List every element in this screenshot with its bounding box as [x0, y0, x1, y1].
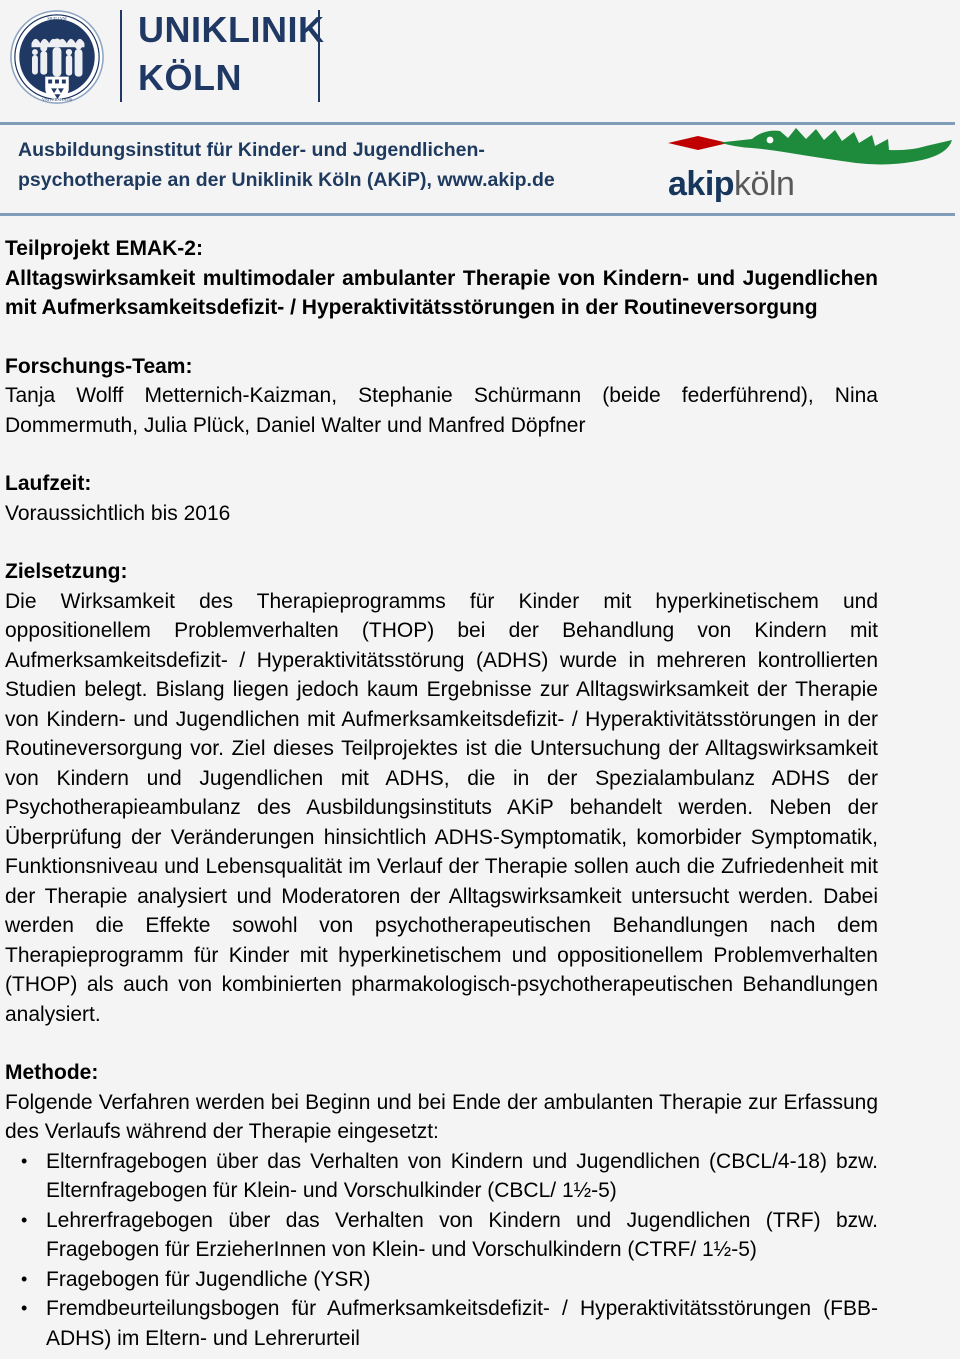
akip-word-bold: akip	[668, 165, 735, 203]
project-title-block	[5, 234, 878, 323]
list-item: • Elternfragebogen über das Verhalten von Kindern und Jugendlichen (CBCL/4-18) bzw. Elternfragebogen für Klein- und Vorschulkinder (CBCL/ 1½-5)	[5, 1147, 878, 1206]
svg-text:VNIVERSITATIS: VNIVERSITATIS	[41, 97, 73, 103]
university-seal-icon	[8, 8, 106, 106]
project-label: Teilprojekt EMAK-2:	[5, 237, 203, 260]
akip-word-light: köln	[734, 165, 795, 203]
svg-text:SIGILLVM: SIGILLVM	[47, 15, 67, 21]
spacer	[5, 440, 878, 469]
section-heading-objective: Zielsetzung:	[5, 560, 128, 583]
uniklinik-wordmark	[138, 6, 325, 102]
section-heading-team: Forschungs-Team:	[5, 354, 193, 378]
institute-line-1: Ausbildungsinstitut für Kinder- und Jugendlichen-	[18, 139, 485, 161]
section-text-method-intro: Folgende Verfahren werden bei Beginn und bei Ende der ambulanten Therapie zur Erfassung des Verlaufs während der Therapie eingesetzt:	[5, 1090, 878, 1143]
list-item: • Lehrerfragebogen über das Verhalten von Kindern und Jugendlichen (TRF) bzw. Fragebogen für ErzieherInnen von Klein- und Vorschulkindern (CTRF/ 1½-5)	[5, 1206, 878, 1265]
project-title: Alltagswirksamkeit multimodaler ambulanter Therapie von Kindern- und Jugendlichen mit Aufmerksamkeitsdefizit- / Hyperaktivitätsstörungen in der Routineversorgung	[5, 266, 878, 319]
wordmark-line-1: UNIKLINIK	[138, 9, 325, 50]
wordmark-line-2: KÖLN	[138, 57, 242, 98]
method-list	[5, 1147, 878, 1354]
header-divider-left	[120, 10, 122, 102]
spacer	[5, 528, 878, 557]
akip-logo	[660, 127, 960, 211]
akip-wordmark	[668, 165, 794, 203]
document-body	[0, 216, 960, 1353]
institute-band	[0, 122, 955, 216]
spacer	[5, 323, 878, 352]
section-text-duration: Voraussichtlich bis 2016	[5, 501, 231, 525]
section-heading-method: Methode:	[5, 1061, 99, 1084]
section-text-objective: Die Wirksamkeit des Therapieprogramms für Kinder mit hyperkinetischem und oppositionellem Problemverhalten (THOP) bei der Behandlung von Kindern mit Aufmerksamkeitsdefizit- / Hyperaktivitätsstörung (ADHS) wurde in mehreren kontrollierten Studien belegt. Bislang liegen jedoch kaum Ergebnisse zur Alltagswirksamkeit der Therapie von Kindern- und Jugendlichen mit Aufmerksamkeitsdefizit- / Hyperaktivitätsstörungen in der Routineversorgung vor. Ziel dieses Teilprojektes ist die Untersuchung der Alltagswirksamkeit von Kindern und Jugendlichen mit ADHS, die in der Spezialambulanz ADHS der Psychotherapieambulanz des Ausbildungsinstituts AKiP behandelt werden. Neben der Überprüfung der Veränderungen hinsichtlich ADHS-Symptomatik, komorbider Symptomatik, Funktionsniveau und Lebensqualität im Verlauf der Therapie sollen auch die Zufriedenheit mit der Therapie analysiert und Moderatoren der Alltagswirksamkeit untersucht werden. Dabei werden die Effekte sowohl von psychotherapeutischen Behandlungen nach dem Therapieprogramm für Kinder mit hyperkinetischem und oppositionellem Problemverhalten (THOP) als auch von kombinierten pharmakologisch-psychotherapeutischen Behandlungen analysiert.	[5, 589, 878, 1026]
institute-name	[18, 135, 555, 195]
spacer	[5, 1029, 878, 1058]
list-item: • Fragebogen für Jugendliche (YSR)	[5, 1265, 878, 1295]
list-item: • Fremdbeurteilungsbogen für Aufmerksamkeitsdefizit- / Hyperaktivitätsstörungen (FBB-ADHS) im Eltern- und Lehrerurteil	[5, 1294, 878, 1353]
page-header	[0, 0, 960, 122]
section-text-team: Tanja Wolff Metternich-Kaizman, Stephanie Schürmann (beide federführend), Nina Dommermuth, Julia Plück, Daniel Walter und Manfred Döpfner	[5, 384, 878, 437]
institute-line-2: psychotherapie an der Uniklinik Köln (AKiP), www.akip.de	[18, 169, 555, 191]
section-heading-duration: Laufzeit:	[5, 472, 92, 495]
